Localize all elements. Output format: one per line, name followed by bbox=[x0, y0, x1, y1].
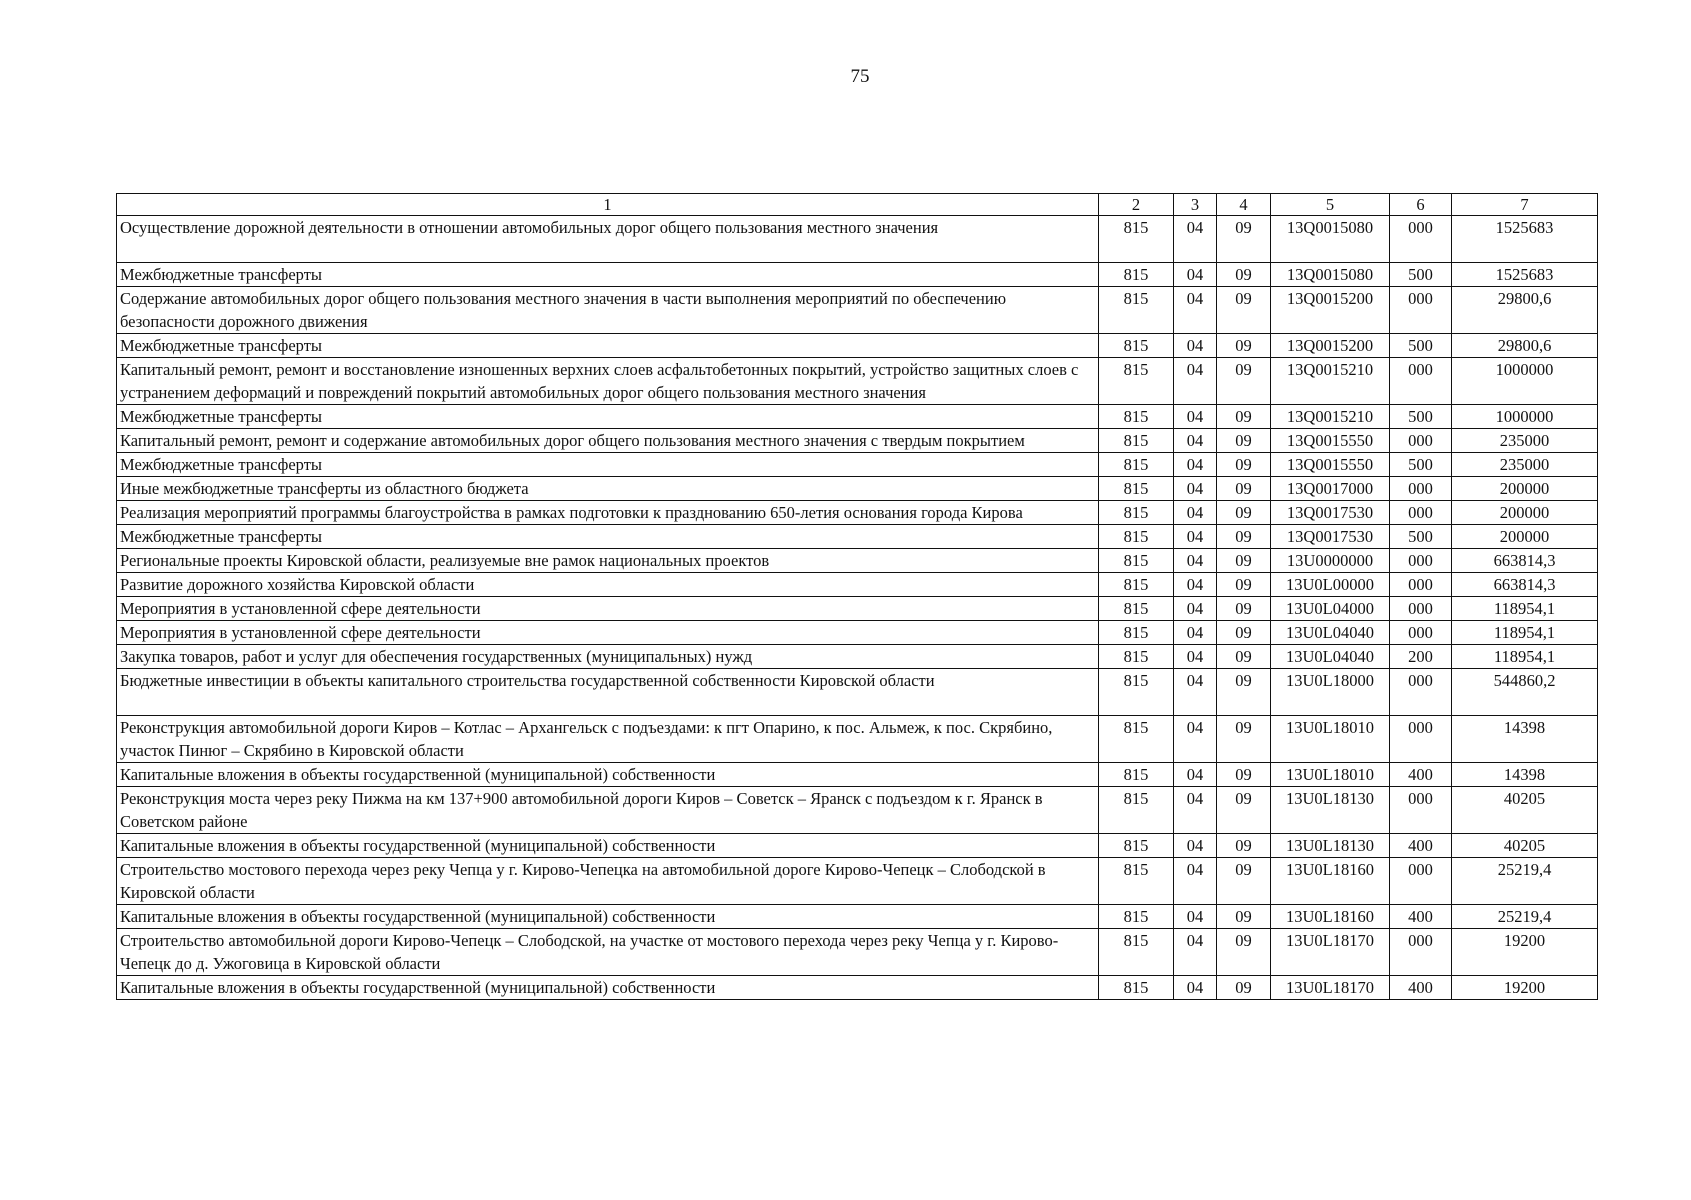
row-col2-cell: 815 bbox=[1099, 453, 1174, 477]
row-name-cell: Капитальный ремонт, ремонт и содержание автомобильных дорог общего пользования местного значения с твердым покрытием bbox=[117, 429, 1099, 453]
row-col2-cell: 815 bbox=[1099, 905, 1174, 929]
row-col4-cell: 09 bbox=[1217, 621, 1271, 645]
row-col3-cell: 04 bbox=[1174, 597, 1217, 621]
row-col7-cell: 40205 bbox=[1452, 834, 1598, 858]
row-col4-cell: 09 bbox=[1217, 453, 1271, 477]
row-name-cell: Межбюджетные трансферты bbox=[117, 525, 1099, 549]
row-col5-cell: 13U0L18010 bbox=[1271, 763, 1390, 787]
row-col5-cell: 13Q0015080 bbox=[1271, 216, 1390, 263]
row-col7-cell: 1000000 bbox=[1452, 358, 1598, 405]
row-col5-cell: 13U0L04040 bbox=[1271, 645, 1390, 669]
row-name-cell: Мероприятия в установленной сфере деятельности bbox=[117, 597, 1099, 621]
row-col7-cell: 25219,4 bbox=[1452, 858, 1598, 905]
row-col3-cell: 04 bbox=[1174, 976, 1217, 1000]
row-col2-cell: 815 bbox=[1099, 573, 1174, 597]
row-col3-cell: 04 bbox=[1174, 787, 1217, 834]
row-name-cell: Реализация мероприятий программы благоустройства в рамках подготовки к празднованию 650-летия основания города Кирова bbox=[117, 501, 1099, 525]
row-col5-cell: 13U0L00000 bbox=[1271, 573, 1390, 597]
row-col4-cell: 09 bbox=[1217, 477, 1271, 501]
row-col5-cell: 13Q0015200 bbox=[1271, 334, 1390, 358]
row-col5-cell: 13U0L18170 bbox=[1271, 929, 1390, 976]
row-col3-cell: 04 bbox=[1174, 573, 1217, 597]
row-col4-cell: 09 bbox=[1217, 429, 1271, 453]
table-row bbox=[117, 905, 1598, 929]
row-col2-cell: 815 bbox=[1099, 834, 1174, 858]
row-col5-cell: 13Q0015210 bbox=[1271, 358, 1390, 405]
row-col2-cell: 815 bbox=[1099, 549, 1174, 573]
table-row bbox=[117, 834, 1598, 858]
row-col3-cell: 04 bbox=[1174, 905, 1217, 929]
row-col3-cell: 04 bbox=[1174, 669, 1217, 716]
row-col4-cell: 09 bbox=[1217, 216, 1271, 263]
row-col3-cell: 04 bbox=[1174, 405, 1217, 429]
header-col-3: 3 bbox=[1174, 194, 1217, 216]
row-col4-cell: 09 bbox=[1217, 763, 1271, 787]
row-col6-cell: 000 bbox=[1390, 358, 1452, 405]
row-col2-cell: 815 bbox=[1099, 858, 1174, 905]
row-col5-cell: 13Q0017530 bbox=[1271, 501, 1390, 525]
table-row bbox=[117, 858, 1598, 905]
table-row bbox=[117, 501, 1598, 525]
header-col-2: 2 bbox=[1099, 194, 1174, 216]
row-col4-cell: 09 bbox=[1217, 929, 1271, 976]
row-col7-cell: 1000000 bbox=[1452, 405, 1598, 429]
row-name-cell: Реконструкция автомобильной дороги Киров – Котлас – Архангельск с подъездами: к пгт Опарино, к пос. Альмеж, к пос. Скрябино, участок Пинюг – Скрябино в Кировской области bbox=[117, 716, 1099, 763]
row-name-cell: Бюджетные инвестиции в объекты капитального строительства государственной собственности Кировской области bbox=[117, 669, 1099, 716]
row-col6-cell: 000 bbox=[1390, 716, 1452, 763]
row-col3-cell: 04 bbox=[1174, 858, 1217, 905]
row-col3-cell: 04 bbox=[1174, 453, 1217, 477]
row-col3-cell: 04 bbox=[1174, 834, 1217, 858]
row-col2-cell: 815 bbox=[1099, 929, 1174, 976]
row-name-cell: Капитальные вложения в объекты государственной (муниципальной) собственности bbox=[117, 976, 1099, 1000]
row-col5-cell: 13U0L18170 bbox=[1271, 976, 1390, 1000]
table-row bbox=[117, 716, 1598, 763]
row-col3-cell: 04 bbox=[1174, 334, 1217, 358]
row-name-cell: Региональные проекты Кировской области, реализуемые вне рамок национальных проектов bbox=[117, 549, 1099, 573]
row-col2-cell: 815 bbox=[1099, 597, 1174, 621]
row-col6-cell: 000 bbox=[1390, 216, 1452, 263]
row-col4-cell: 09 bbox=[1217, 501, 1271, 525]
row-col6-cell: 000 bbox=[1390, 501, 1452, 525]
row-col3-cell: 04 bbox=[1174, 358, 1217, 405]
row-col4-cell: 09 bbox=[1217, 287, 1271, 334]
row-col6-cell: 500 bbox=[1390, 525, 1452, 549]
row-col7-cell: 544860,2 bbox=[1452, 669, 1598, 716]
row-col2-cell: 815 bbox=[1099, 787, 1174, 834]
row-col6-cell: 000 bbox=[1390, 621, 1452, 645]
row-col7-cell: 14398 bbox=[1452, 763, 1598, 787]
row-col5-cell: 13U0L18160 bbox=[1271, 905, 1390, 929]
row-col3-cell: 04 bbox=[1174, 263, 1217, 287]
row-col5-cell: 13U0L04000 bbox=[1271, 597, 1390, 621]
row-name-cell: Капитальные вложения в объекты государственной (муниципальной) собственности bbox=[117, 905, 1099, 929]
row-col7-cell: 19200 bbox=[1452, 976, 1598, 1000]
row-col5-cell: 13U0L18000 bbox=[1271, 669, 1390, 716]
row-col2-cell: 815 bbox=[1099, 358, 1174, 405]
page-number: 75 bbox=[850, 66, 870, 87]
row-col6-cell: 000 bbox=[1390, 549, 1452, 573]
row-col3-cell: 04 bbox=[1174, 216, 1217, 263]
table-header-row bbox=[117, 194, 1598, 216]
row-col7-cell: 118954,1 bbox=[1452, 597, 1598, 621]
row-col4-cell: 09 bbox=[1217, 976, 1271, 1000]
row-col3-cell: 04 bbox=[1174, 525, 1217, 549]
header-col-5: 5 bbox=[1271, 194, 1390, 216]
row-col7-cell: 118954,1 bbox=[1452, 645, 1598, 669]
row-col7-cell: 663814,3 bbox=[1452, 549, 1598, 573]
row-col5-cell: 13Q0015550 bbox=[1271, 429, 1390, 453]
row-col7-cell: 235000 bbox=[1452, 453, 1598, 477]
row-col6-cell: 500 bbox=[1390, 453, 1452, 477]
row-col6-cell: 000 bbox=[1390, 573, 1452, 597]
row-col4-cell: 09 bbox=[1217, 263, 1271, 287]
row-col6-cell: 200 bbox=[1390, 645, 1452, 669]
row-name-cell: Капитальный ремонт, ремонт и восстановление изношенных верхних слоев асфальтобетонных покрытий, устройство защитных слоев с устранением деформаций и повреждений покрытий автомобильных дорог общего пользования местного значения bbox=[117, 358, 1099, 405]
row-col7-cell: 235000 bbox=[1452, 429, 1598, 453]
table-row bbox=[117, 597, 1598, 621]
row-name-cell: Строительство мостового перехода через реку Чепца у г. Кирово-Чепецка на автомобильной дороге Кирово-Чепецк – Слободской в Кировской области bbox=[117, 858, 1099, 905]
row-name-cell: Капитальные вложения в объекты государственной (муниципальной) собственности bbox=[117, 834, 1099, 858]
row-col5-cell: 13Q0015210 bbox=[1271, 405, 1390, 429]
row-col4-cell: 09 bbox=[1217, 858, 1271, 905]
row-col3-cell: 04 bbox=[1174, 645, 1217, 669]
row-col4-cell: 09 bbox=[1217, 905, 1271, 929]
header-col-7: 7 bbox=[1452, 194, 1598, 216]
row-col2-cell: 815 bbox=[1099, 716, 1174, 763]
row-col4-cell: 09 bbox=[1217, 334, 1271, 358]
row-col5-cell: 13U0L18160 bbox=[1271, 858, 1390, 905]
row-col6-cell: 000 bbox=[1390, 477, 1452, 501]
table-row bbox=[117, 787, 1598, 834]
table-row bbox=[117, 477, 1598, 501]
row-col7-cell: 29800,6 bbox=[1452, 287, 1598, 334]
row-col2-cell: 815 bbox=[1099, 976, 1174, 1000]
row-col3-cell: 04 bbox=[1174, 501, 1217, 525]
row-col6-cell: 000 bbox=[1390, 287, 1452, 334]
row-col6-cell: 400 bbox=[1390, 905, 1452, 929]
row-col2-cell: 815 bbox=[1099, 621, 1174, 645]
row-col2-cell: 815 bbox=[1099, 669, 1174, 716]
row-col5-cell: 13U0L18010 bbox=[1271, 716, 1390, 763]
table-row bbox=[117, 216, 1598, 263]
row-col6-cell: 400 bbox=[1390, 834, 1452, 858]
row-col4-cell: 09 bbox=[1217, 405, 1271, 429]
table-row bbox=[117, 429, 1598, 453]
row-col2-cell: 815 bbox=[1099, 501, 1174, 525]
table-row bbox=[117, 334, 1598, 358]
table-row bbox=[117, 929, 1598, 976]
row-col6-cell: 000 bbox=[1390, 429, 1452, 453]
table-row bbox=[117, 669, 1598, 716]
row-col4-cell: 09 bbox=[1217, 549, 1271, 573]
row-col4-cell: 09 bbox=[1217, 358, 1271, 405]
row-name-cell: Развитие дорожного хозяйства Кировской области bbox=[117, 573, 1099, 597]
row-col5-cell: 13U0000000 bbox=[1271, 549, 1390, 573]
row-name-cell: Межбюджетные трансферты bbox=[117, 263, 1099, 287]
row-col5-cell: 13U0L18130 bbox=[1271, 787, 1390, 834]
row-col6-cell: 000 bbox=[1390, 669, 1452, 716]
row-name-cell: Иные межбюджетные трансферты из областного бюджета bbox=[117, 477, 1099, 501]
table-row bbox=[117, 621, 1598, 645]
row-col7-cell: 40205 bbox=[1452, 787, 1598, 834]
row-name-cell: Межбюджетные трансферты bbox=[117, 405, 1099, 429]
row-col4-cell: 09 bbox=[1217, 525, 1271, 549]
header-col-6: 6 bbox=[1390, 194, 1452, 216]
table-row bbox=[117, 405, 1598, 429]
row-col7-cell: 200000 bbox=[1452, 501, 1598, 525]
row-col4-cell: 09 bbox=[1217, 834, 1271, 858]
table-row bbox=[117, 358, 1598, 405]
row-col2-cell: 815 bbox=[1099, 763, 1174, 787]
row-col2-cell: 815 bbox=[1099, 429, 1174, 453]
header-col-1: 1 bbox=[117, 194, 1099, 216]
table-row bbox=[117, 763, 1598, 787]
row-name-cell: Реконструкция моста через реку Пижма на км 137+900 автомобильной дороги Киров – Советск – Яранск с подъездом к г. Яранск в Советском районе bbox=[117, 787, 1099, 834]
row-name-cell: Осуществление дорожной деятельности в отношении автомобильных дорог общего пользования местного значения bbox=[117, 216, 1099, 263]
row-col6-cell: 000 bbox=[1390, 929, 1452, 976]
row-col5-cell: 13Q0017530 bbox=[1271, 525, 1390, 549]
row-col2-cell: 815 bbox=[1099, 525, 1174, 549]
row-col5-cell: 13Q0017000 bbox=[1271, 477, 1390, 501]
row-col3-cell: 04 bbox=[1174, 763, 1217, 787]
row-col7-cell: 1525683 bbox=[1452, 216, 1598, 263]
row-col7-cell: 663814,3 bbox=[1452, 573, 1598, 597]
table-row bbox=[117, 263, 1598, 287]
table-row bbox=[117, 287, 1598, 334]
row-col7-cell: 29800,6 bbox=[1452, 334, 1598, 358]
row-name-cell: Содержание автомобильных дорог общего пользования местного значения в части выполнения мероприятий по обеспечению безопасности дорожного движения bbox=[117, 287, 1099, 334]
table-row bbox=[117, 453, 1598, 477]
row-col7-cell: 118954,1 bbox=[1452, 621, 1598, 645]
row-col2-cell: 815 bbox=[1099, 334, 1174, 358]
row-col6-cell: 500 bbox=[1390, 334, 1452, 358]
row-col5-cell: 13Q0015550 bbox=[1271, 453, 1390, 477]
row-col6-cell: 400 bbox=[1390, 763, 1452, 787]
row-name-cell: Межбюджетные трансферты bbox=[117, 453, 1099, 477]
table-row bbox=[117, 976, 1598, 1000]
row-col4-cell: 09 bbox=[1217, 645, 1271, 669]
row-col6-cell: 000 bbox=[1390, 597, 1452, 621]
row-name-cell: Мероприятия в установленной сфере деятельности bbox=[117, 621, 1099, 645]
row-col7-cell: 200000 bbox=[1452, 525, 1598, 549]
row-name-cell: Закупка товаров, работ и услуг для обеспечения государственных (муниципальных) нужд bbox=[117, 645, 1099, 669]
row-col4-cell: 09 bbox=[1217, 597, 1271, 621]
table-row bbox=[117, 525, 1598, 549]
row-col2-cell: 815 bbox=[1099, 477, 1174, 501]
row-col6-cell: 500 bbox=[1390, 405, 1452, 429]
row-col7-cell: 25219,4 bbox=[1452, 905, 1598, 929]
budget-table bbox=[116, 193, 1598, 1000]
row-col7-cell: 19200 bbox=[1452, 929, 1598, 976]
row-col7-cell: 14398 bbox=[1452, 716, 1598, 763]
row-col4-cell: 09 bbox=[1217, 716, 1271, 763]
row-col3-cell: 04 bbox=[1174, 929, 1217, 976]
row-col5-cell: 13Q0015200 bbox=[1271, 287, 1390, 334]
row-col6-cell: 500 bbox=[1390, 263, 1452, 287]
header-col-4: 4 bbox=[1217, 194, 1271, 216]
row-col3-cell: 04 bbox=[1174, 621, 1217, 645]
row-col3-cell: 04 bbox=[1174, 429, 1217, 453]
row-col2-cell: 815 bbox=[1099, 645, 1174, 669]
row-col3-cell: 04 bbox=[1174, 716, 1217, 763]
row-col4-cell: 09 bbox=[1217, 669, 1271, 716]
row-name-cell: Межбюджетные трансферты bbox=[117, 334, 1099, 358]
row-col2-cell: 815 bbox=[1099, 263, 1174, 287]
row-col3-cell: 04 bbox=[1174, 549, 1217, 573]
row-col5-cell: 13U0L18130 bbox=[1271, 834, 1390, 858]
row-name-cell: Строительство автомобильной дороги Кирово-Чепецк – Слободской, на участке от мостового перехода через реку Чепца у г. Кирово-Чепецк до д. Ужоговица в Кировской области bbox=[117, 929, 1099, 976]
row-col2-cell: 815 bbox=[1099, 287, 1174, 334]
row-col5-cell: 13U0L04040 bbox=[1271, 621, 1390, 645]
row-col2-cell: 815 bbox=[1099, 405, 1174, 429]
row-col6-cell: 000 bbox=[1390, 787, 1452, 834]
row-col6-cell: 000 bbox=[1390, 858, 1452, 905]
row-col5-cell: 13Q0015080 bbox=[1271, 263, 1390, 287]
row-col3-cell: 04 bbox=[1174, 477, 1217, 501]
row-col7-cell: 200000 bbox=[1452, 477, 1598, 501]
row-name-cell: Капитальные вложения в объекты государственной (муниципальной) собственности bbox=[117, 763, 1099, 787]
table-row bbox=[117, 549, 1598, 573]
table-row bbox=[117, 573, 1598, 597]
row-col6-cell: 400 bbox=[1390, 976, 1452, 1000]
row-col4-cell: 09 bbox=[1217, 787, 1271, 834]
row-col4-cell: 09 bbox=[1217, 573, 1271, 597]
row-col2-cell: 815 bbox=[1099, 216, 1174, 263]
row-col7-cell: 1525683 bbox=[1452, 263, 1598, 287]
row-col3-cell: 04 bbox=[1174, 287, 1217, 334]
table-row bbox=[117, 645, 1598, 669]
